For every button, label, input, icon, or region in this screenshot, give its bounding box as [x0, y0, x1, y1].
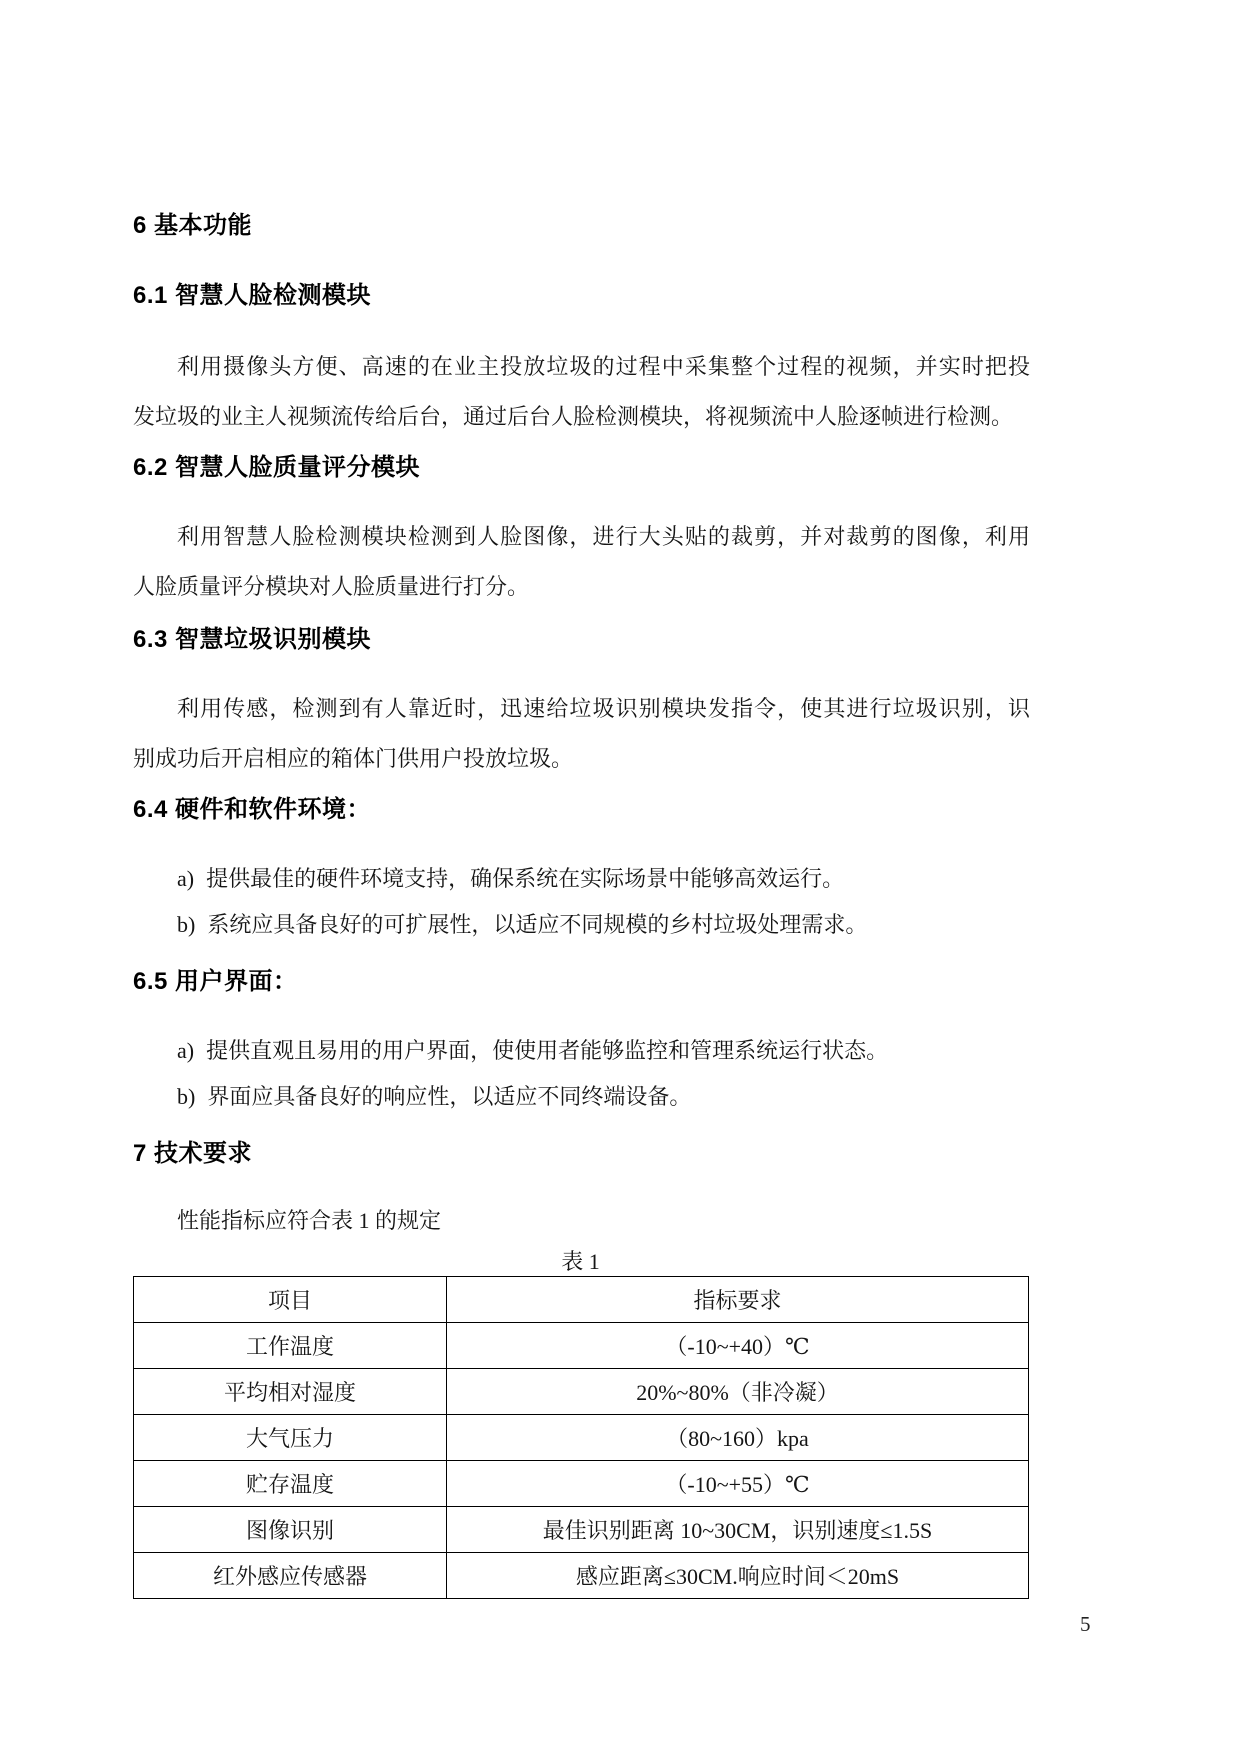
list-item-text: 系统应具备良好的可扩展性，以适应不同规模的乡村垃圾处理需求。 [207, 912, 868, 937]
table-cell: （80~160）kpa [447, 1415, 1029, 1461]
section-heading-6-2: 6.2 智慧人脸质量评分模块 [133, 454, 421, 481]
list-item [133, 902, 1030, 948]
table-header-cell: 指标要求 [447, 1277, 1029, 1323]
list-item-marker: a) [177, 866, 195, 891]
page-number: 5 [1080, 1612, 1091, 1636]
paragraph-line: 发垃圾的业主人视频流传给后台，通过后台人脸检测模块，将视频流中人脸逐帧进行检测。 [133, 404, 1014, 429]
list-item-text: 界面应具备良好的响应性，以适应不同终端设备。 [207, 1084, 692, 1109]
list-item [133, 1074, 1030, 1120]
section-heading-7: 7 技术要求 [133, 1140, 253, 1167]
list-hardware-environment [133, 856, 1030, 948]
table-row [134, 1507, 1029, 1553]
paragraph-line: 利用智慧人脸检测模块检测到人脸图像，进行大头贴的裁剪，并对裁剪的图像，利用 [177, 524, 1030, 549]
paragraph-6-3 [133, 684, 1030, 784]
paragraph-6-2 [133, 512, 1030, 612]
paragraph-line: 利用摄像头方便、高速的在业主投放垃圾的过程中采集整个过程的视频，并实时把投 [177, 354, 1030, 379]
table-cell: 红外感应传感器 [134, 1553, 447, 1599]
table-cell: 工作温度 [134, 1323, 447, 1369]
section-heading-6-4: 6.4 硬件和软件环境： [133, 796, 372, 823]
list-item-marker: a) [177, 1038, 195, 1063]
document-content [133, 210, 1030, 1599]
paragraph-line: 利用传感，检测到有人靠近时，迅速给垃圾识别模块发指令，使其进行垃圾识别，识 [177, 696, 1030, 721]
section-heading-6-1: 6.1 智慧人脸检测模块 [133, 282, 372, 309]
list-item-text: 提供最佳的硬件环境支持，确保系统在实际场景中能够高效运行。 [206, 866, 845, 891]
table-row [134, 1369, 1029, 1415]
table-cell: 最佳识别距离 10~30CM，识别速度≤1.5S [447, 1507, 1029, 1553]
table-cell: 大气压力 [134, 1415, 447, 1461]
section-heading-6: 6 基本功能 [133, 212, 253, 239]
paragraph-line: 人脸质量评分模块对人脸质量进行打分。 [133, 574, 530, 599]
list-user-interface [133, 1028, 1030, 1120]
table-caption: 表 1 [561, 1249, 600, 1274]
list-item [133, 856, 1030, 902]
list-item [133, 1028, 1030, 1074]
paragraph-line: 别成功后开启相应的箱体门供用户投放垃圾。 [133, 746, 574, 771]
paragraph-6-1 [133, 342, 1030, 442]
table-cell: 感应距离≤30CM.响应时间＜20mS [447, 1553, 1029, 1599]
table-row [134, 1415, 1029, 1461]
section-heading-6-5: 6.5 用户界面： [133, 968, 298, 995]
table-header-row [134, 1277, 1029, 1323]
table-header-cell: 项目 [134, 1277, 447, 1323]
spec-table [133, 1276, 1029, 1599]
table-cell: （-10~+55）℃ [447, 1461, 1029, 1507]
table-cell: 20%~80%（非冷凝） [447, 1369, 1029, 1415]
table-row [134, 1461, 1029, 1507]
list-item-marker: b) [177, 1084, 196, 1109]
paragraph-7-intro: 性能指标应符合表 1 的规定 [177, 1208, 442, 1233]
section-heading-6-3: 6.3 智慧垃圾识别模块 [133, 626, 372, 653]
table-row [134, 1323, 1029, 1369]
list-item-marker: b) [177, 912, 196, 937]
list-item-text: 提供直观且易用的用户界面，使使用者能够监控和管理系统运行状态。 [206, 1038, 889, 1063]
table-row [134, 1553, 1029, 1599]
table-cell: （-10~+40）℃ [447, 1323, 1029, 1369]
table-cell: 图像识别 [134, 1507, 447, 1553]
table-cell: 贮存温度 [134, 1461, 447, 1507]
table-cell: 平均相对湿度 [134, 1369, 447, 1415]
